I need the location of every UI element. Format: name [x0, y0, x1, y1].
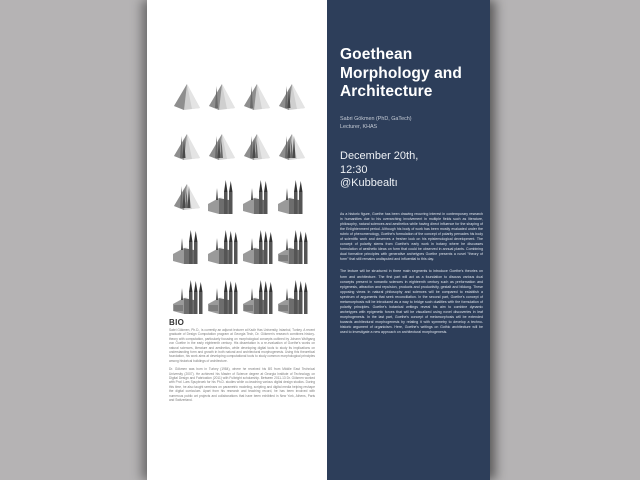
speaker-name: Sabri Gökmen (PhD, GaTech) [340, 116, 412, 122]
pyramid-form-icon [204, 128, 239, 166]
abstract-paragraph: As a historic figure, Goethe has been drawing recurring interest in contemporary research in humanities due to his overarching involvement in multiple fields such as literature, philosophy, natural sciences and aesthetics while having direct influence for the shaping of the Enlightenment period. Although his body of work has been mostly evaluated under the rubric of phenomenology, Goethe's formulation of the concept of polarity pervades his body of scientific work and deserves a fresher look on his epistemological development. The concept of polarity stems from Goethe's early work in botany where he discusses formulation of aesthetic ideas on form that could be observed in annual plants. Combining dual formative principles with generative archetypes Goethe presents a novel "theory of form" that still remains undisputed and influential to this day. [340, 212, 483, 262]
title-line: Morphology and [340, 64, 462, 82]
event-venue: @Kubbealtı [340, 177, 398, 189]
cathedral-form-icon [239, 178, 274, 216]
cathedral-form-icon [239, 278, 274, 316]
pyramid-form-icon [239, 78, 274, 116]
cathedral-form-icon [204, 228, 239, 266]
pyramid-form-icon [274, 78, 309, 116]
pyramid-form-icon [239, 128, 274, 166]
morphology-figure-grid [169, 78, 309, 316]
bio-heading: BIO [169, 318, 185, 327]
cathedral-form-icon [169, 278, 204, 316]
pyramid-form-icon [169, 178, 204, 216]
cathedral-form-icon [274, 228, 309, 266]
abstract [340, 212, 483, 342]
cathedral-form-icon [274, 278, 309, 316]
event-date: December 20th, [340, 150, 419, 162]
speaker-info [340, 116, 485, 131]
title-line: Architecture [340, 83, 433, 100]
bio-section [169, 318, 315, 407]
event-time: 12:30 [340, 163, 368, 176]
event-details [340, 150, 485, 191]
cathedral-form-icon [239, 228, 274, 266]
right-panel [327, 0, 490, 480]
poster-title [340, 46, 485, 102]
cathedral-form-icon [169, 228, 204, 266]
speaker-role: Lecturer, KHAS [340, 123, 378, 130]
abstract-paragraph: The lecture will be structured in three main segments to introduce Goethe's theories on form and architecture. The first part will act as a foundation to discuss various dual concepts present in romantic sciences in eighteenth century such as preformation and epigenesis, attraction and repulsion, products and productivity, gestalt and bildung. These opposing views in natural philosophy and sciences will be compared to establish a spectrum of arguments that seek reconciliation. In the second part, Goethe's concept of metamorphosis will be introduced as a way to bridge such dualities with the formulation of polarity principles. Goethe's botanical writings reveal his aim to combine dynamic archetypes with epigenetic forces that will be visualized using novel discoveries in leaf morphogenesis. In the last part, Goethe's concept of metamorphosis will be extended towards architectural morphogenesis by relating it with symmetry to develop a techno-historic argument of organicism. Here, Goethe's writings on Gothic architecture will be used to investigate a new approach on architectural morphogenesis. [340, 269, 483, 335]
pyramid-form-icon [204, 78, 239, 116]
title-line: Goethean [340, 46, 413, 63]
bio-paragraph: Dr. Gökmen was born in Turkey (1984), where he received his BS from Middle East Technical University (2007). He achieved his Master of Science degree at Georgia Institute of Technology on Digital Design and Fabrication (2011) with Fulbright scholarship. Between 2011-13 Dr. Gökmen worked with Prof. Lars Spuybroek for his Ph.D. studies while co-teaching various digital design studios. During this time, he also taught seminars on parametric modeling, scripting and digital media helping reshape the digital curriculum. Apart from his research and teaching record, he has been involved with numerous public art projects and collaborations that have been exhibited in New York, Athens, Paris and Switzerland. [169, 367, 315, 403]
pyramid-form-icon [169, 78, 204, 116]
left-panel [147, 0, 327, 480]
cathedral-form-icon [204, 278, 239, 316]
bio-paragraph: Sabri Gökmen, Ph.D., is currently an adjunct lecturer at Kadir Has University, Istanbul, Turkey. A recent graduate of Design Computation program at Georgia Tech, Dr. Gökmen's research combines history-theory with computation, particularly focusing on morphological concepts outlined by Johann Wolfgang von Goethe in the early eighteenth century. His dissertation is a re-evaluation of Goethe's works on natural sciences, literature and aesthetics, while developing digital tools to study its implications on understanding form and growth in both natural and architectural morphogenesis. Using this theoretical foundation, his work aims at developing computational tools to study common morphological principles among historical buildings of architecture. [169, 328, 315, 363]
cathedral-form-icon [274, 178, 309, 216]
pyramid-form-icon [274, 128, 309, 166]
poster [147, 0, 490, 480]
pyramid-form-icon [204, 178, 239, 216]
pyramid-form-icon [169, 128, 204, 166]
